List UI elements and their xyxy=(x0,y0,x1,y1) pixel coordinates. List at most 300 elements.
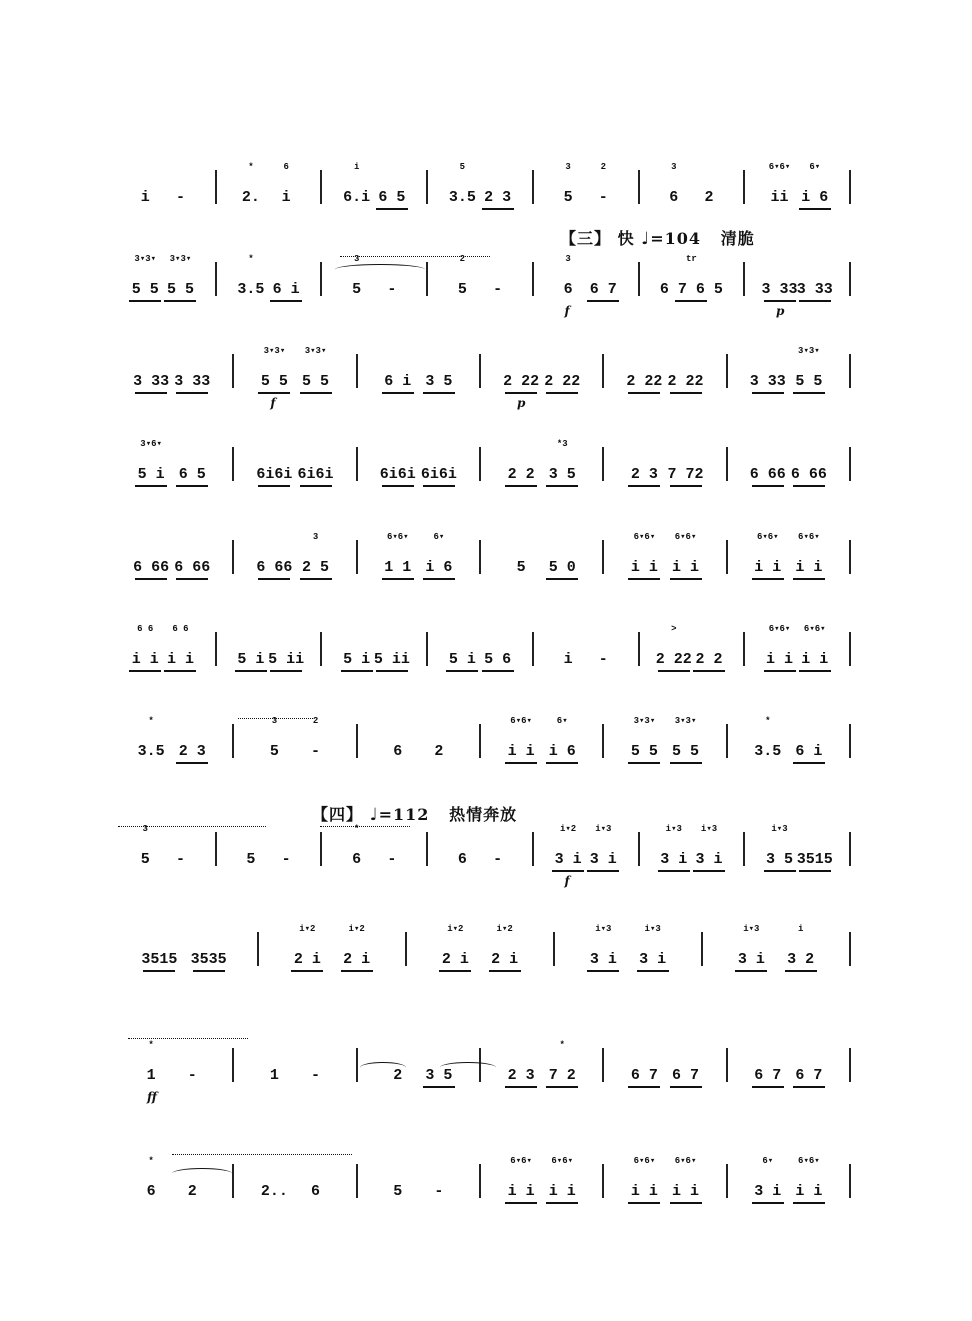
measure xyxy=(639,250,745,320)
beam-underline xyxy=(628,392,660,394)
ornament-mark: 6▾ xyxy=(809,162,821,172)
measure xyxy=(427,158,533,228)
beam-underline xyxy=(693,670,725,672)
trill-dotted-line xyxy=(320,826,410,827)
jianpu-note: - xyxy=(311,1067,321,1084)
measure xyxy=(727,1152,850,1222)
jianpu-note: 2 3 xyxy=(507,1067,535,1084)
beam-underline xyxy=(637,970,669,972)
jianpu-note: 6 7 xyxy=(672,1067,700,1084)
measure xyxy=(427,820,533,890)
jianpu-note: 2 22 xyxy=(544,373,581,390)
beam-underline xyxy=(505,485,537,487)
measure xyxy=(533,158,639,228)
jianpu-note: 6 xyxy=(311,1183,321,1200)
beam-underline xyxy=(129,300,161,302)
beam-underline xyxy=(546,485,578,487)
ornament-mark: i▾2 xyxy=(299,924,316,934)
jianpu-note: 6i6i xyxy=(379,466,416,483)
beam-underline xyxy=(670,762,702,764)
jianpu-note: 5 xyxy=(246,851,256,868)
measure xyxy=(554,920,702,990)
measure xyxy=(533,820,639,890)
measure xyxy=(110,342,233,412)
jianpu-note: 3 i xyxy=(737,951,765,968)
measure xyxy=(744,620,850,690)
score-system xyxy=(110,820,850,890)
dynamic-mark: f xyxy=(564,874,570,888)
beam-underline xyxy=(176,485,208,487)
jianpu-note: i i xyxy=(795,1183,823,1200)
jianpu-note: 6 66 xyxy=(790,466,827,483)
beam-underline xyxy=(587,870,619,872)
jianpu-note: 6 66 xyxy=(133,559,170,576)
jianpu-note: 3 i xyxy=(660,851,688,868)
score-system xyxy=(110,158,850,228)
barline xyxy=(849,832,851,866)
beam-underline xyxy=(764,300,796,302)
beam-underline xyxy=(482,670,514,672)
beam-underline xyxy=(482,208,514,210)
ornament-mark: 2 xyxy=(312,716,319,726)
score-system xyxy=(110,1036,850,1106)
measure xyxy=(110,620,216,690)
jianpu-note: i 6 xyxy=(425,559,453,576)
slur-arc xyxy=(172,1168,232,1179)
measure xyxy=(603,342,726,412)
beam-underline xyxy=(176,578,208,580)
jianpu-note: 6 xyxy=(563,281,573,298)
measure xyxy=(480,528,603,598)
jianpu-note: 5 xyxy=(516,559,526,576)
beam-underline xyxy=(505,762,537,764)
measure xyxy=(233,342,356,412)
beam-underline xyxy=(693,870,725,872)
measure xyxy=(480,1152,603,1222)
measure xyxy=(357,435,480,505)
jianpu-note: 5 i xyxy=(237,651,265,668)
measure xyxy=(357,342,480,412)
ornament-mark: i▾3 xyxy=(743,924,760,934)
measure xyxy=(603,528,726,598)
jianpu-note: 6i6i xyxy=(256,466,293,483)
measure xyxy=(603,712,726,782)
beam-underline xyxy=(423,392,455,394)
beam-underline xyxy=(176,392,208,394)
section-label: 【四】 xyxy=(312,805,364,824)
barline xyxy=(849,354,851,388)
score-system xyxy=(110,528,850,598)
measure xyxy=(321,158,427,228)
beam-underline xyxy=(341,670,373,672)
beam-underline xyxy=(546,1202,578,1204)
jianpu-note: - xyxy=(175,189,185,206)
jianpu-note: 2.. xyxy=(260,1183,288,1200)
ornament-mark: i▾2 xyxy=(447,924,464,934)
score-system xyxy=(110,250,850,320)
jianpu-note: 3 33 xyxy=(796,281,833,298)
jianpu-note: - xyxy=(187,1067,197,1084)
measure xyxy=(110,920,258,990)
measure xyxy=(727,1036,850,1106)
jianpu-note: 3.5 xyxy=(237,281,265,298)
jianpu-note: 3 33 xyxy=(133,373,170,390)
measure xyxy=(480,712,603,782)
jianpu-note: i 6 xyxy=(548,743,576,760)
measure xyxy=(639,820,745,890)
beam-underline xyxy=(764,870,796,872)
score-system xyxy=(110,920,850,990)
measure xyxy=(110,820,216,890)
measure xyxy=(406,920,554,990)
beam-underline xyxy=(670,578,702,580)
trill-dotted-line xyxy=(172,1154,352,1155)
score-system xyxy=(110,620,850,690)
ornament-mark: 6▾6▾ xyxy=(510,716,532,726)
jianpu-note: 5 i xyxy=(343,651,371,668)
measure xyxy=(357,1152,480,1222)
ornament-mark: 6 xyxy=(283,162,289,172)
beam-underline xyxy=(752,1086,784,1088)
ornament-mark: * xyxy=(765,716,771,726)
beam-underline xyxy=(176,762,208,764)
beam-underline xyxy=(489,970,521,972)
ornament-mark: i▾3 xyxy=(595,824,612,834)
beam-underline xyxy=(799,670,831,672)
ornament-mark: 3▾3▾ xyxy=(674,716,697,726)
beam-underline xyxy=(270,300,302,302)
jianpu-note: 6 i xyxy=(272,281,300,298)
jianpu-note: 5 5 xyxy=(630,743,658,760)
ornament-mark: 3 xyxy=(271,716,278,726)
jianpu-note: 6 66 xyxy=(749,466,786,483)
jianpu-note: i i xyxy=(754,559,782,576)
jianpu-note: ii xyxy=(770,189,789,206)
beam-underline xyxy=(270,670,302,672)
beam-underline xyxy=(258,578,290,580)
beam-underline xyxy=(439,970,471,972)
ornament-mark: 3 xyxy=(312,532,319,542)
trill-dotted-line xyxy=(238,718,313,719)
quarter-note-icon: ♩ xyxy=(369,805,379,825)
jianpu-note: 5 5 xyxy=(166,281,194,298)
beam-underline xyxy=(341,970,373,972)
jianpu-note: i xyxy=(140,189,150,206)
jianpu-note: 3515 xyxy=(796,851,833,868)
measure xyxy=(727,435,850,505)
quarter-note-icon: ♩ xyxy=(641,229,651,249)
jianpu-note: 6i6i xyxy=(420,466,457,483)
measure xyxy=(216,250,322,320)
dynamic-mark: f xyxy=(564,304,570,318)
jianpu-note: 6 xyxy=(352,851,362,868)
measure xyxy=(639,158,745,228)
measure xyxy=(744,250,850,320)
measure xyxy=(744,820,850,890)
jianpu-note: 6 xyxy=(669,189,679,206)
tempo-value: =104 xyxy=(650,229,701,248)
measure xyxy=(603,1152,726,1222)
ornament-mark: * xyxy=(148,1040,154,1050)
jianpu-note: 3 i xyxy=(554,851,582,868)
jianpu-note: 6 7 xyxy=(795,1067,823,1084)
ornament-mark: 6▾ xyxy=(762,1156,774,1166)
measure xyxy=(727,528,850,598)
beam-underline xyxy=(300,578,332,580)
ornament-mark: 6▾6▾ xyxy=(803,624,826,634)
beam-underline xyxy=(799,208,831,210)
ornament-mark: 5 xyxy=(459,162,466,172)
beam-underline xyxy=(300,485,332,487)
jianpu-note: - xyxy=(387,281,397,298)
ornament-mark: 6▾6▾ xyxy=(633,1156,656,1166)
measure xyxy=(233,712,356,782)
slur-arc xyxy=(440,1062,496,1073)
jianpu-note: i xyxy=(563,651,573,668)
beam-underline xyxy=(628,578,660,580)
beam-underline xyxy=(764,670,796,672)
jianpu-note: 2 22 xyxy=(667,373,704,390)
jianpu-note: 6.i xyxy=(343,189,371,206)
jianpu-note: - xyxy=(493,851,503,868)
ornament-mark: 3▾3▾ xyxy=(633,716,656,726)
section-label: 【三】 快 xyxy=(560,229,635,248)
section-marker-3 xyxy=(560,226,755,249)
jianpu-note: 2 i xyxy=(441,951,469,968)
ornament-mark: i▾2 xyxy=(348,924,365,934)
jianpu-note: - xyxy=(598,651,608,668)
ornament-mark: 6▾6▾ xyxy=(798,1156,820,1166)
jianpu-note: 6 5 xyxy=(378,189,406,206)
ornament-mark: tr xyxy=(686,254,697,264)
beam-underline xyxy=(675,300,707,302)
ornament-mark: 6▾6▾ xyxy=(798,532,820,542)
beam-underline xyxy=(546,1086,578,1088)
ornament-mark: 6▾6▾ xyxy=(633,532,656,542)
measure xyxy=(110,158,216,228)
jianpu-note: 2 xyxy=(187,1183,197,1200)
beam-underline xyxy=(793,1086,825,1088)
jianpu-note: 6 i xyxy=(384,373,412,390)
ornament-mark: i▾3 xyxy=(700,824,718,834)
beam-underline xyxy=(670,1202,702,1204)
beam-underline xyxy=(628,762,660,764)
jianpu-note: 2 xyxy=(704,189,714,206)
jianpu-note: 2 i xyxy=(343,951,371,968)
ornament-mark: 3▾3▾ xyxy=(263,346,286,356)
jianpu-note: 2 2 xyxy=(507,466,535,483)
ornament-mark: i xyxy=(797,924,804,934)
ornament-mark: *3 xyxy=(556,439,568,449)
jianpu-note: 3 5 xyxy=(548,466,576,483)
score-system xyxy=(110,435,850,505)
jianpu-note: 5 xyxy=(140,851,150,868)
jianpu-note: 6 5 xyxy=(178,466,206,483)
ornament-mark: * xyxy=(248,162,254,172)
jianpu-note: 3515 xyxy=(141,951,178,968)
ornament-mark: 2 xyxy=(600,162,607,172)
ornament-mark: 3▾3▾ xyxy=(798,346,820,356)
barline xyxy=(849,540,851,574)
measure xyxy=(480,435,603,505)
measure xyxy=(233,528,356,598)
dynamic-mark: ff xyxy=(147,1090,157,1104)
measure xyxy=(357,712,480,782)
trill-dotted-line xyxy=(128,1038,248,1039)
tempo-value: =112 xyxy=(378,805,430,824)
jianpu-note: 7 72 xyxy=(667,466,704,483)
measure xyxy=(110,1036,233,1106)
jianpu-note: 5 0 xyxy=(548,559,576,576)
ornament-mark: 3 xyxy=(142,824,148,834)
ornament-mark: 6▾ xyxy=(433,532,445,542)
beam-underline xyxy=(799,300,831,302)
beam-underline xyxy=(793,485,825,487)
measure xyxy=(110,528,233,598)
measure xyxy=(321,620,427,690)
beam-underline xyxy=(164,300,196,302)
jianpu-note: - xyxy=(281,851,291,868)
beam-underline xyxy=(382,392,414,394)
jianpu-note: - xyxy=(387,851,397,868)
jianpu-note: i i xyxy=(801,651,829,668)
jianpu-note: 3 5 xyxy=(766,851,794,868)
measure xyxy=(110,435,233,505)
beam-underline xyxy=(752,392,784,394)
jianpu-note: 3535 xyxy=(190,951,227,968)
beam-underline xyxy=(143,970,175,972)
barline xyxy=(849,447,851,481)
jianpu-note: 3 5 xyxy=(425,373,453,390)
ornament-mark: 3▾3▾ xyxy=(169,254,192,264)
jianpu-note: 3 33 xyxy=(761,281,798,298)
ornament-mark: i▾2 xyxy=(496,924,513,934)
jianpu-note: 2 3 xyxy=(630,466,658,483)
beam-underline xyxy=(382,578,414,580)
beam-underline xyxy=(793,1202,825,1204)
jianpu-note: i i xyxy=(630,559,658,576)
beam-underline xyxy=(628,1202,660,1204)
ornament-mark: 6▾6▾ xyxy=(768,162,791,172)
jianpu-note: 1 xyxy=(146,1067,156,1084)
measure xyxy=(533,250,639,320)
measure xyxy=(603,1036,726,1106)
jianpu-note: - xyxy=(493,281,503,298)
jianpu-note: 6 66 xyxy=(256,559,293,576)
measure xyxy=(427,620,533,690)
jianpu-note: 5 xyxy=(457,281,467,298)
beam-underline xyxy=(785,970,817,972)
beam-underline xyxy=(546,392,578,394)
jianpu-note: 3 33 xyxy=(749,373,786,390)
measure xyxy=(744,158,850,228)
beam-underline xyxy=(546,762,578,764)
measure xyxy=(480,342,603,412)
beam-underline xyxy=(376,208,408,210)
jianpu-note: 5 5 xyxy=(672,743,700,760)
jianpu-note: 5 i xyxy=(137,466,165,483)
measure xyxy=(533,620,639,690)
dynamic-mark: f xyxy=(270,396,276,410)
jianpu-note: 3.5 xyxy=(448,189,476,206)
jianpu-note: 3 i xyxy=(754,1183,782,1200)
beam-underline xyxy=(164,670,196,672)
jianpu-note: 2 i xyxy=(293,951,321,968)
ornament-mark: * xyxy=(353,824,360,834)
jianpu-note: i xyxy=(281,189,291,206)
jianpu-note: - xyxy=(311,743,321,760)
beam-underline xyxy=(735,970,767,972)
jianpu-note: 6 7 xyxy=(589,281,617,298)
jianpu-note: 3 2 xyxy=(787,951,815,968)
trill-dotted-line xyxy=(118,826,266,827)
jianpu-note: 2 xyxy=(434,743,444,760)
ornament-mark: 6▾6▾ xyxy=(674,532,697,542)
jianpu-note: i i xyxy=(166,651,194,668)
beam-underline xyxy=(587,300,619,302)
jianpu-note: 2 22 xyxy=(626,373,663,390)
ornament-mark: i▾3 xyxy=(771,824,788,834)
jianpu-note: i i xyxy=(507,1183,535,1200)
ornament-mark: i▾3 xyxy=(665,824,682,834)
beam-underline xyxy=(505,392,537,394)
ornament-mark: 6▾6▾ xyxy=(510,1156,532,1166)
barline xyxy=(849,170,851,204)
jianpu-note: 2. xyxy=(241,189,260,206)
beam-underline xyxy=(793,762,825,764)
ornament-mark: * xyxy=(148,716,154,726)
jianpu-note: 1 xyxy=(269,1067,279,1084)
jianpu-note: 5 ii xyxy=(268,651,305,668)
jianpu-note: 5 xyxy=(563,189,573,206)
ornament-mark: i xyxy=(353,162,360,172)
jianpu-note: 3 i xyxy=(695,851,723,868)
jianpu-note: i i xyxy=(672,1183,700,1200)
jianpu-note: i i xyxy=(672,559,700,576)
score-system xyxy=(110,1152,850,1222)
measure xyxy=(110,250,216,320)
measure xyxy=(216,820,322,890)
jianpu-note: 6i6i xyxy=(297,466,334,483)
jianpu-note: i i xyxy=(795,559,823,576)
barline xyxy=(849,632,851,666)
beam-underline xyxy=(423,1086,455,1088)
ornament-mark: 2 xyxy=(459,254,466,264)
beam-underline xyxy=(135,578,167,580)
measure xyxy=(233,435,356,505)
jianpu-note: 5 6 xyxy=(484,651,512,668)
jianpu-note: 6 7 6 5 xyxy=(659,281,723,298)
beam-underline xyxy=(235,670,267,672)
beam-underline xyxy=(628,485,660,487)
beam-underline xyxy=(793,392,825,394)
ornament-mark: 6 6 xyxy=(137,624,154,634)
jianpu-note: 5 5 xyxy=(260,373,288,390)
ornament-mark: 6▾6▾ xyxy=(756,532,779,542)
beam-underline xyxy=(670,392,702,394)
beam-underline xyxy=(505,1202,537,1204)
ornament-mark: 3 xyxy=(565,254,571,264)
measure xyxy=(216,158,322,228)
beam-underline xyxy=(752,578,784,580)
measure xyxy=(427,250,533,320)
ornament-mark: 6▾6▾ xyxy=(768,624,791,634)
jianpu-note: 2 xyxy=(393,1067,403,1084)
measure xyxy=(110,1152,233,1222)
jianpu-note: 2 22 xyxy=(655,651,692,668)
jianpu-note: 2 i xyxy=(491,951,519,968)
ornament-mark: i▾2 xyxy=(559,824,577,834)
